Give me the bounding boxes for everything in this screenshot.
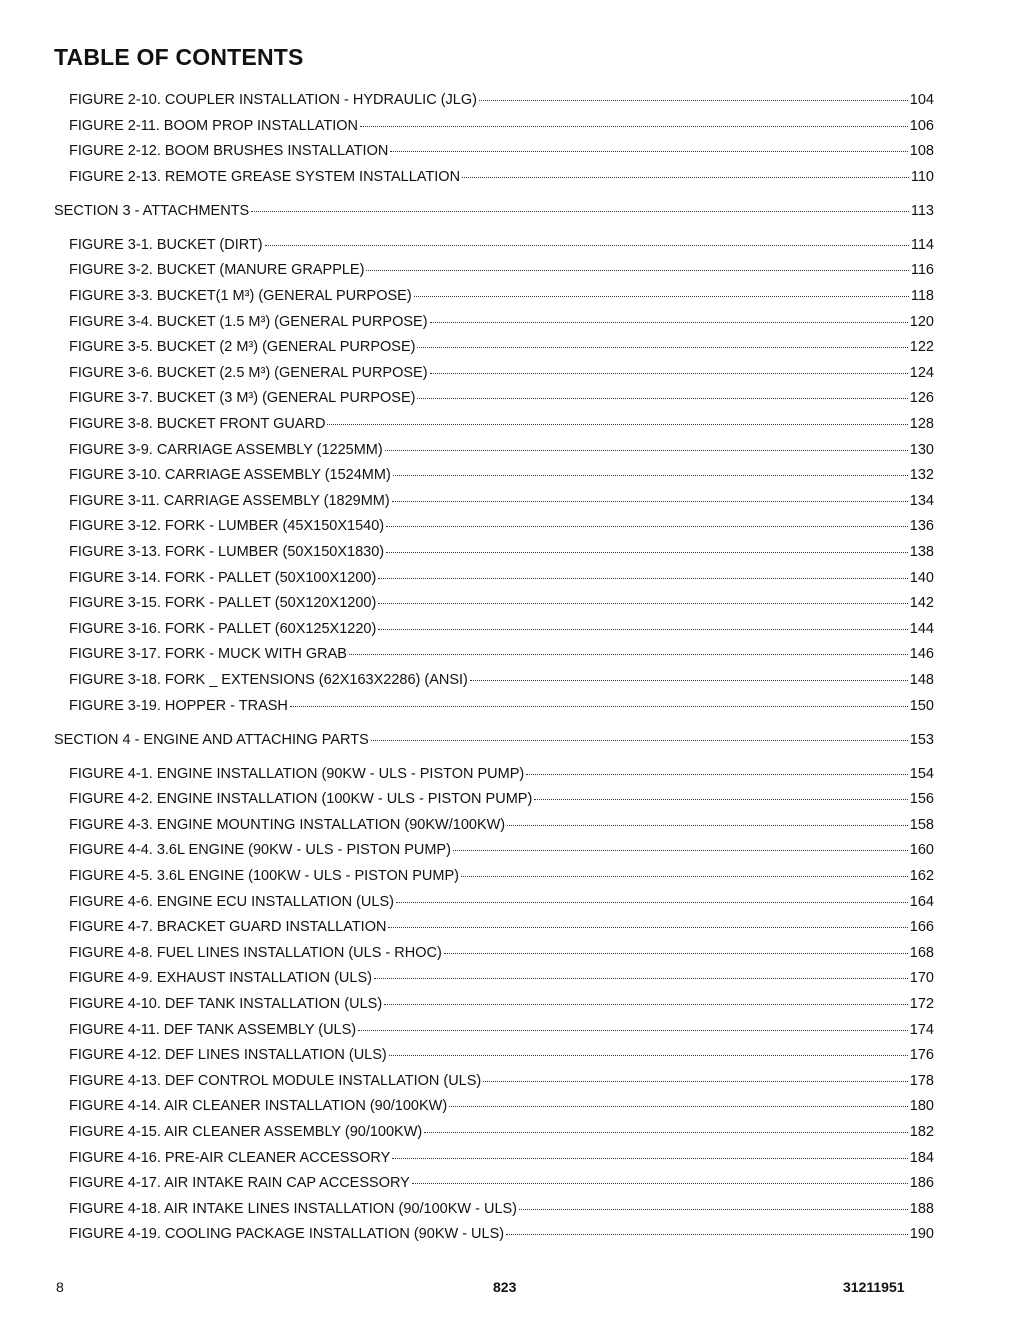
toc-figure-entry[interactable] xyxy=(69,765,934,783)
dot-leader xyxy=(526,774,908,775)
toc-entry-label: FIGURE 4-10. DEF TANK INSTALLATION (ULS) xyxy=(69,996,383,1012)
toc-figure-entry[interactable] xyxy=(69,313,934,331)
toc-figure-entry[interactable] xyxy=(69,816,934,834)
toc-figure-entry[interactable] xyxy=(69,117,934,135)
toc-entry-page: 180 xyxy=(909,1098,934,1115)
toc-figure-entry[interactable] xyxy=(69,142,934,160)
toc-figure-entry[interactable] xyxy=(69,1225,934,1243)
dot-leader xyxy=(470,680,908,681)
toc-entry-label: FIGURE 4-7. BRACKET GUARD INSTALLATION xyxy=(69,919,387,936)
toc-entry-page: 164 xyxy=(909,893,934,910)
dot-leader xyxy=(393,475,908,476)
toc-figure-entry[interactable] xyxy=(69,338,934,356)
toc-figure-entry[interactable] xyxy=(69,91,934,109)
toc-entry-page: 160 xyxy=(909,842,934,859)
toc-entry-label: FIGURE 4-6. ENGINE ECU INSTALLATION (ULS) xyxy=(69,893,394,910)
toc-entry-page: 118 xyxy=(910,288,934,304)
dot-leader xyxy=(386,526,908,527)
toc-entry-label: FIGURE 3-13. FORK - LUMBER (50X150X1830) xyxy=(69,544,385,560)
toc-entry-label: FIGURE 4-17. AIR INTAKE RAIN CAP ACCESSORY xyxy=(69,1175,410,1192)
toc-entry-label: FIGURE 3-4. BUCKET (1.5 M³) (GENERAL PURPOSE) xyxy=(69,313,428,330)
toc-entry-page: 154 xyxy=(909,765,934,782)
toc-entry-page: 126 xyxy=(909,390,934,407)
toc-entry-page: 178 xyxy=(909,1072,934,1089)
toc-figure-entry[interactable] xyxy=(69,261,934,279)
toc-entry-label: FIGURE 4-19. COOLING PACKAGE INSTALLATION (90KW - ULS) xyxy=(69,1226,505,1243)
toc-entry-label: FIGURE 4-3. ENGINE MOUNTING INSTALLATION (90KW/100KW) xyxy=(69,816,506,833)
toc-entry-label: FIGURE 4-11. DEF TANK ASSEMBLY (ULS) xyxy=(69,1021,357,1038)
toc-entry-label: FIGURE 4-12. DEF LINES INSTALLATION (ULS) xyxy=(69,1047,387,1064)
toc-entry-label: FIGURE 4-14. AIR CLEANER INSTALLATION (90/100KW) xyxy=(69,1098,448,1115)
toc-entry-label: FIGURE 2-13. REMOTE GREASE SYSTEM INSTALLATION xyxy=(69,168,461,185)
toc-entry-page: 132 xyxy=(909,467,934,484)
toc-entry-page: 188 xyxy=(909,1200,934,1217)
toc-figure-entry[interactable] xyxy=(69,944,934,962)
toc-entry-page: 130 xyxy=(909,441,934,458)
dot-leader xyxy=(424,1132,908,1133)
dot-leader xyxy=(251,211,909,212)
dot-leader xyxy=(506,1234,908,1235)
toc-entry-page: 106 xyxy=(909,117,934,134)
toc-entry-page: 114 xyxy=(910,236,934,253)
toc-section-entry[interactable] xyxy=(54,731,934,749)
dot-leader xyxy=(265,245,909,246)
toc-entry-label: FIGURE 3-17. FORK - MUCK WITH GRAB xyxy=(69,646,347,663)
toc-entry-page: 162 xyxy=(909,868,934,884)
toc-figure-entry[interactable] xyxy=(69,466,934,484)
toc-figure-entry[interactable] xyxy=(69,364,934,382)
toc-entry-label: FIGURE 3-6. BUCKET (2.5 M³) (GENERAL PURPOSE) xyxy=(69,364,428,381)
dot-leader xyxy=(386,552,908,553)
dot-leader xyxy=(290,706,908,707)
dot-leader xyxy=(360,126,908,127)
toc-figure-entry[interactable] xyxy=(69,492,934,510)
dot-leader xyxy=(519,1209,908,1210)
toc-figure-entry[interactable] xyxy=(69,287,934,305)
toc-figure-entry[interactable] xyxy=(69,790,934,808)
toc-figure-entry[interactable] xyxy=(69,893,934,911)
dot-leader xyxy=(483,1081,908,1082)
toc-entry-label: FIGURE 3-3. BUCKET(1 M³) (GENERAL PURPOSE) xyxy=(69,288,412,304)
toc-entry-label: FIGURE 4-8. FUEL LINES INSTALLATION (ULS - RHOC) xyxy=(69,944,442,961)
dot-leader xyxy=(389,1055,908,1056)
dot-leader xyxy=(392,501,908,502)
toc-entry-label: FIGURE 4-13. DEF CONTROL MODULE INSTALLATION (ULS) xyxy=(69,1072,482,1089)
dot-leader xyxy=(430,322,908,323)
toc-entry-page: 142 xyxy=(909,595,934,612)
toc-entry-label: FIGURE 3-12. FORK - LUMBER (45X150X1540) xyxy=(69,518,385,535)
toc-entry-page: 104 xyxy=(909,92,934,108)
toc-entry-label: FIGURE 4-4. 3.6L ENGINE (90KW - ULS - PISTON PUMP) xyxy=(69,842,451,859)
toc-figure-entry[interactable] xyxy=(69,1021,934,1039)
dot-leader xyxy=(449,1106,908,1107)
toc-entry-page: 158 xyxy=(909,816,934,833)
toc-entry-label: FIGURE 4-5. 3.6L ENGINE (100KW - ULS - PISTON PUMP) xyxy=(69,868,459,884)
toc-entry-page: 120 xyxy=(909,313,934,330)
toc-figure-entry[interactable] xyxy=(69,620,934,638)
toc-entry-page: 128 xyxy=(909,416,934,432)
dot-leader xyxy=(378,603,907,604)
toc-entry-label: FIGURE 3-15. FORK - PALLET (50X120X1200) xyxy=(69,595,377,612)
toc-section-entry[interactable] xyxy=(54,202,934,220)
dot-leader xyxy=(414,296,909,297)
toc-entry-label: FIGURE 3-9. CARRIAGE ASSEMBLY (1225MM) xyxy=(69,441,383,458)
toc-entry-page: 110 xyxy=(910,168,934,185)
toc-entry-page: 182 xyxy=(909,1124,934,1140)
dot-leader xyxy=(462,177,909,178)
toc-entry-label: FIGURE 2-11. BOOM PROP INSTALLATION xyxy=(69,117,358,134)
dot-leader xyxy=(534,799,908,800)
toc-entry-label: FIGURE 4-16. PRE-AIR CLEANER ACCESSORY xyxy=(69,1149,391,1166)
dot-leader xyxy=(417,398,907,399)
toc-entry-label: SECTION 3 - ATTACHMENTS xyxy=(54,202,250,219)
dot-leader xyxy=(388,927,907,928)
toc-entry-page: 168 xyxy=(909,944,934,961)
toc-entry-label: FIGURE 3-14. FORK - PALLET (50X100X1200) xyxy=(69,569,377,586)
toc-entry-page: 138 xyxy=(909,544,934,560)
toc-figure-entry[interactable] xyxy=(69,1149,934,1167)
toc-entry-label: FIGURE 4-1. ENGINE INSTALLATION (90KW - ULS - PISTON PUMP) xyxy=(69,765,525,782)
toc-figure-entry[interactable] xyxy=(69,867,934,885)
dot-leader xyxy=(378,578,907,579)
footer-page-number: 8 xyxy=(56,1279,64,1295)
dot-leader xyxy=(371,740,908,741)
toc-figure-entry[interactable] xyxy=(69,236,934,254)
dot-leader xyxy=(507,825,908,826)
toc-entry-label: FIGURE 3-16. FORK - PALLET (60X125X1220) xyxy=(69,620,377,637)
toc-figure-entry[interactable] xyxy=(69,1174,934,1192)
toc-figure-entry[interactable] xyxy=(69,517,934,535)
toc-entry-page: 122 xyxy=(909,339,934,356)
dot-leader xyxy=(396,902,908,903)
dot-leader xyxy=(461,876,908,877)
toc-figure-entry[interactable] xyxy=(69,1123,934,1141)
toc-entry-label: FIGURE 3-19. HOPPER - TRASH xyxy=(69,697,288,714)
toc-entry-page: 144 xyxy=(909,620,934,637)
toc-entry-label: FIGURE 4-2. ENGINE INSTALLATION (100KW - ULS - PISTON PUMP) xyxy=(69,791,533,808)
toc-entry-page: 134 xyxy=(909,492,934,509)
toc-entry-page: 116 xyxy=(910,262,934,279)
toc-entry-page: 150 xyxy=(909,697,934,714)
page-title: TABLE OF CONTENTS xyxy=(54,44,304,70)
toc-figure-entry[interactable] xyxy=(69,697,934,715)
toc-figure-entry[interactable] xyxy=(69,1097,934,1115)
toc-entry-label: FIGURE 4-9. EXHAUST INSTALLATION (ULS) xyxy=(69,970,372,987)
toc-entry-page: 113 xyxy=(910,202,934,219)
dot-leader xyxy=(479,100,908,101)
dot-leader xyxy=(384,1004,908,1005)
dot-leader xyxy=(430,373,908,374)
dot-leader xyxy=(412,1183,908,1184)
toc-entry-page: 153 xyxy=(909,731,934,748)
toc-entry-page: 140 xyxy=(909,569,934,586)
toc-entry-page: 146 xyxy=(909,646,934,663)
dot-leader xyxy=(390,151,907,152)
toc-entry-label: FIGURE 3-5. BUCKET (2 M³) (GENERAL PURPOSE) xyxy=(69,339,416,356)
toc-entry-page: 156 xyxy=(909,791,934,808)
toc-figure-entry[interactable] xyxy=(69,995,934,1013)
dot-leader xyxy=(385,450,908,451)
toc-entry-label: FIGURE 3-18. FORK _ EXTENSIONS (62X163X2286) (ANSI) xyxy=(69,672,468,688)
dot-leader xyxy=(378,629,907,630)
dot-leader xyxy=(327,424,907,425)
toc-figure-entry[interactable] xyxy=(69,543,934,561)
toc-entry-label: SECTION 4 - ENGINE AND ATTACHING PARTS xyxy=(54,731,369,748)
dot-leader xyxy=(374,978,908,979)
toc-entry-page: 190 xyxy=(909,1226,934,1243)
toc-entry-label: FIGURE 4-18. AIR INTAKE LINES INSTALLATION (90/100KW - ULS) xyxy=(69,1200,518,1217)
dot-leader xyxy=(349,654,908,655)
toc-figure-entry[interactable] xyxy=(69,1200,934,1218)
toc-figure-entry[interactable] xyxy=(69,569,934,587)
toc-entry-page: 148 xyxy=(909,672,934,688)
toc-entry-page: 172 xyxy=(909,996,934,1012)
toc-entry-page: 176 xyxy=(909,1047,934,1064)
toc-entry-page: 174 xyxy=(909,1021,934,1038)
toc-figure-entry[interactable] xyxy=(69,415,934,433)
dot-leader xyxy=(417,347,907,348)
toc-figure-entry[interactable] xyxy=(69,671,934,689)
footer-center-number: 823 xyxy=(493,1279,517,1295)
toc-entry-page: 136 xyxy=(909,518,934,535)
toc-figure-entry[interactable] xyxy=(69,841,934,859)
toc-entry-page: 184 xyxy=(909,1149,934,1166)
toc-entry-label: FIGURE 3-7. BUCKET (3 M³) (GENERAL PURPOSE) xyxy=(69,390,416,407)
toc-entry-label: FIGURE 4-15. AIR CLEANER ASSEMBLY (90/100KW) xyxy=(69,1124,423,1140)
toc-figure-entry[interactable] xyxy=(69,594,934,612)
toc-figure-entry[interactable] xyxy=(69,441,934,459)
dot-leader xyxy=(444,953,908,954)
toc-entry-page: 166 xyxy=(909,919,934,936)
dot-leader xyxy=(366,270,908,271)
toc-entry-page: 186 xyxy=(909,1175,934,1192)
toc-entry-page: 170 xyxy=(909,970,934,987)
dot-leader xyxy=(358,1030,908,1031)
toc-entry-label: FIGURE 3-2. BUCKET (MANURE GRAPPLE) xyxy=(69,262,365,279)
dot-leader xyxy=(453,850,908,851)
footer-document-number: 31211951 xyxy=(843,1279,905,1295)
toc-figure-entry[interactable] xyxy=(69,389,934,407)
toc-figure-entry[interactable] xyxy=(69,918,934,936)
toc-entry-label: FIGURE 2-12. BOOM BRUSHES INSTALLATION xyxy=(69,143,389,160)
toc-entry-label: FIGURE 3-11. CARRIAGE ASSEMBLY (1829MM) xyxy=(69,492,390,509)
toc-entry-label: FIGURE 3-8. BUCKET FRONT GUARD xyxy=(69,416,326,432)
toc-entry-page: 124 xyxy=(909,364,934,381)
toc-figure-entry[interactable] xyxy=(69,1046,934,1064)
toc-figure-entry[interactable] xyxy=(69,645,934,663)
dot-leader xyxy=(392,1158,908,1159)
toc-entry-label: FIGURE 2-10. COUPLER INSTALLATION - HYDRAULIC (JLG) xyxy=(69,92,477,108)
toc-figure-entry[interactable] xyxy=(69,1072,934,1090)
toc-figure-entry[interactable] xyxy=(69,969,934,987)
toc-entry-page: 108 xyxy=(909,143,934,160)
toc-entry-label: FIGURE 3-1. BUCKET (DIRT) xyxy=(69,236,263,253)
toc-entry-label: FIGURE 3-10. CARRIAGE ASSEMBLY (1524MM) xyxy=(69,467,391,484)
toc-figure-entry[interactable] xyxy=(69,168,934,186)
